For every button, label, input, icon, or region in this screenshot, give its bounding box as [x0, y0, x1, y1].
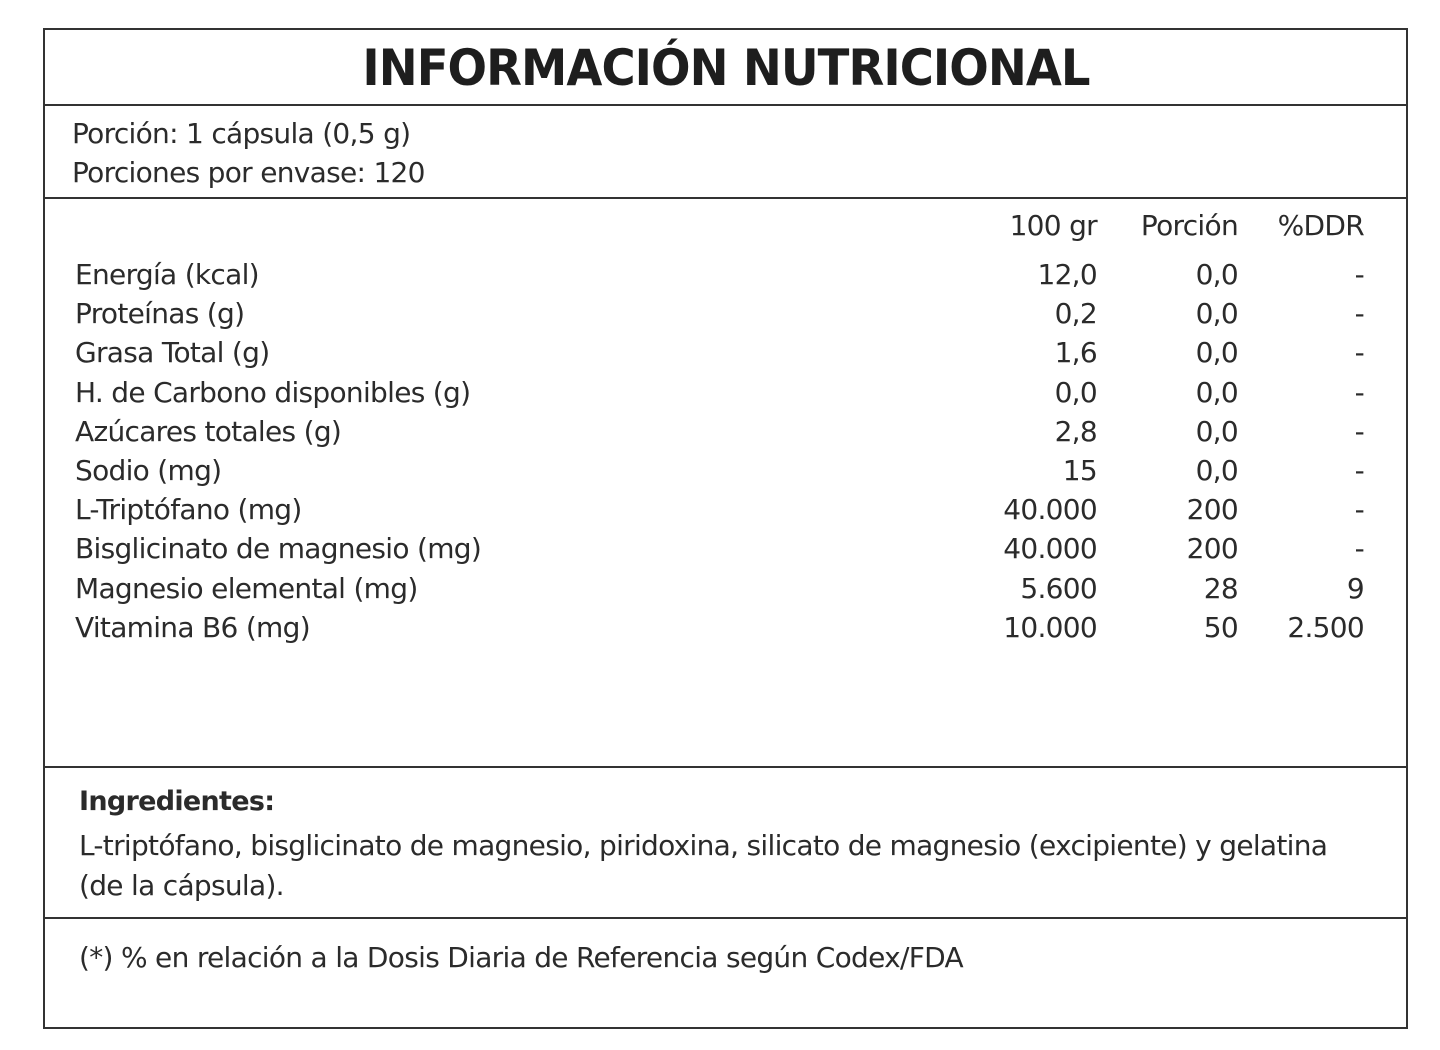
table-row	[45, 255, 1406, 294]
nutrient-table	[45, 198, 1406, 766]
label-title: INFORMACIÓN NUTRICIONAL	[361, 39, 1090, 97]
header-per-portion: Porción	[1140, 209, 1238, 242]
divider-footnote	[45, 917, 1406, 919]
nutrition-label	[43, 28, 1408, 1029]
nutrient-name: Sodio (mg)	[75, 454, 222, 487]
value-ddr: -	[1354, 454, 1364, 487]
nutrient-name: Vitamina B6 (mg)	[75, 610, 310, 644]
table-header	[45, 206, 1406, 245]
table-row	[45, 569, 1406, 608]
portion-size: Porción: 1 cápsula (0,5 g)	[72, 117, 411, 150]
value-per-portion: 200	[1186, 532, 1238, 566]
value-ddr: -	[1354, 414, 1364, 448]
value-ddr: 9	[1346, 571, 1364, 605]
value-per-100: 40.000	[1003, 532, 1097, 566]
value-ddr: 2.500	[1287, 610, 1364, 644]
nutrient-name: L-Triptófano (mg)	[75, 493, 302, 527]
table-row	[45, 412, 1406, 451]
header-per-100: 100 gr	[1009, 209, 1097, 242]
value-per-100: 0,0	[1054, 375, 1097, 409]
value-per-100: 40.000	[1003, 493, 1097, 527]
value-ddr: -	[1354, 258, 1364, 291]
value-per-portion: 0,0	[1195, 414, 1238, 448]
nutrient-name: Energía (kcal)	[75, 258, 259, 291]
nutrient-name: Proteínas (g)	[75, 297, 245, 331]
value-per-100: 15	[1062, 454, 1097, 487]
table-row	[45, 373, 1406, 412]
serving-info	[72, 114, 425, 192]
value-ddr: -	[1354, 336, 1364, 370]
value-per-100: 10.000	[1003, 610, 1097, 644]
value-per-100: 2,8	[1054, 414, 1097, 448]
value-per-portion: 200	[1186, 493, 1238, 527]
value-per-100: 0,2	[1054, 297, 1097, 331]
nutrient-name: H. de Carbono disponibles (g)	[75, 375, 471, 409]
table-row	[45, 294, 1406, 333]
value-per-portion: 0,0	[1195, 336, 1238, 370]
header-ddr: %DDR	[1277, 209, 1364, 242]
value-ddr: -	[1354, 375, 1364, 409]
ingredients-title: Ingredientes:	[79, 786, 275, 817]
table-row	[45, 333, 1406, 372]
value-per-portion: 0,0	[1195, 454, 1238, 487]
value-per-portion: 0,0	[1195, 297, 1238, 331]
table-row	[45, 608, 1406, 647]
value-per-portion: 28	[1203, 571, 1238, 605]
value-ddr: -	[1354, 297, 1364, 331]
nutrient-name: Azúcares totales (g)	[75, 414, 342, 448]
value-ddr: -	[1354, 493, 1364, 527]
nutrient-name: Bisglicinato de magnesio (mg)	[75, 532, 482, 566]
servings-per-container: Porciones por envase: 120	[72, 156, 425, 189]
value-per-100: 12,0	[1037, 258, 1097, 291]
nutrient-name: Magnesio elemental (mg)	[75, 571, 418, 605]
nutrient-name: Grasa Total (g)	[75, 336, 270, 370]
title-band	[45, 30, 1406, 106]
value-per-portion: 50	[1203, 610, 1238, 644]
ingredients-section	[79, 782, 1379, 906]
value-per-100: 5.600	[1020, 571, 1097, 605]
table-row	[45, 529, 1406, 568]
footnote: (*) % en relación a la Dosis Diaria de Referencia según Codex/FDA	[79, 941, 963, 974]
table-row	[45, 490, 1406, 529]
value-ddr: -	[1354, 532, 1364, 566]
value-per-portion: 0,0	[1195, 258, 1238, 291]
value-per-100: 1,6	[1054, 336, 1097, 370]
divider-ingredients	[45, 766, 1406, 768]
value-per-portion: 0,0	[1195, 375, 1238, 409]
ingredients-text: L-triptófano, bisglicinato de magnesio, piridoxina, silicato de magnesio (excipiente) y gelatina (de la cápsula).	[79, 829, 1328, 902]
table-row	[45, 451, 1406, 490]
